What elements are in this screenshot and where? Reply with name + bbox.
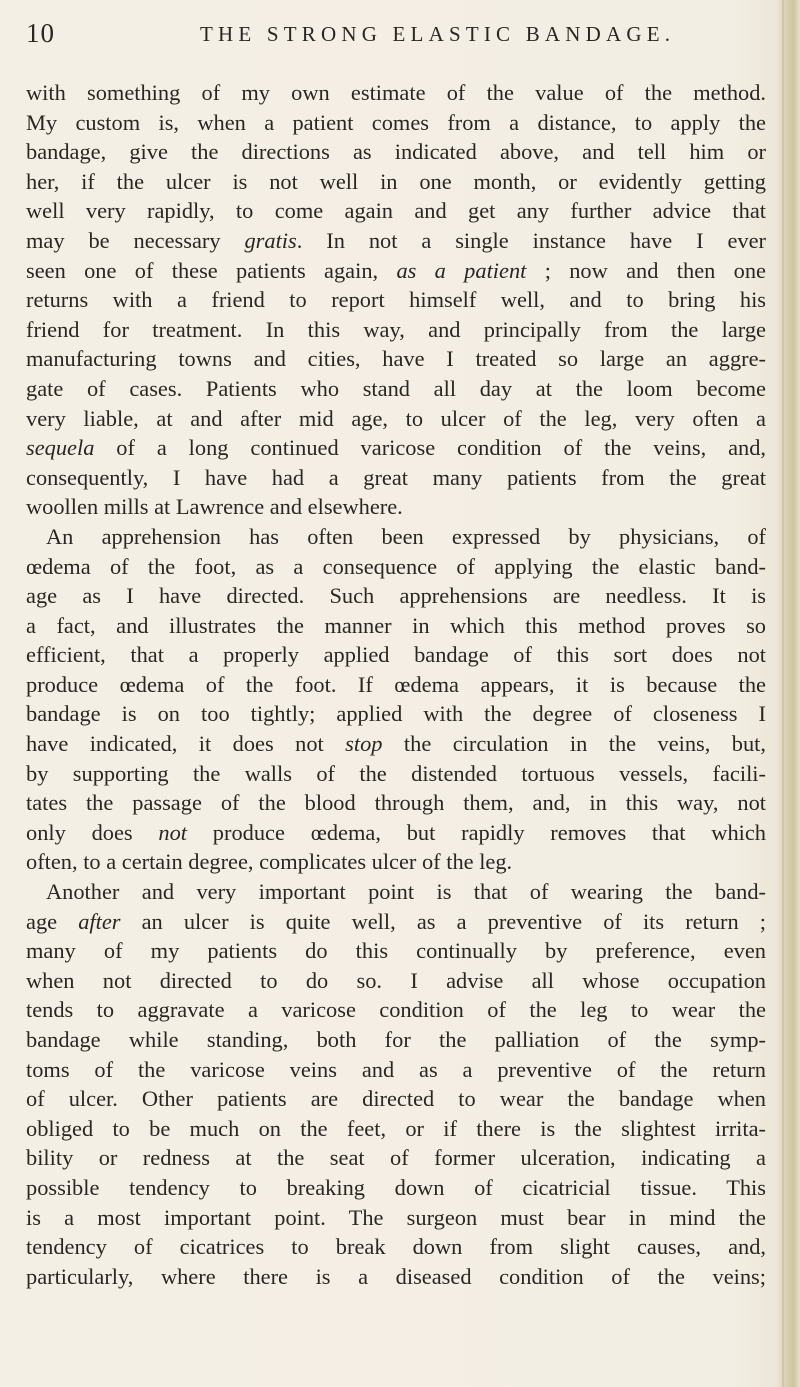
text-line: bandage, give the directions as indicated above, and tell him or bbox=[26, 139, 766, 165]
italic-emphasis: as a patient bbox=[396, 257, 527, 283]
text-line: œdema of the foot, as a consequence of applying the elastic band- bbox=[26, 553, 766, 579]
italic-emphasis: not bbox=[158, 819, 188, 845]
text-line: tendency of cicatrices to break down from slight causes, and, bbox=[26, 1234, 766, 1260]
italic-emphasis: sequela bbox=[26, 435, 95, 461]
text-line: of ulcer. Other patients are directed to wear the bandage when bbox=[26, 1086, 766, 1112]
text-line: age as I have directed. Such apprehensions are needless. It is bbox=[26, 583, 766, 609]
text-line: very liable, at and after mid age, to ulcer of the leg, very often a bbox=[26, 405, 766, 431]
italic-emphasis: stop bbox=[345, 731, 383, 757]
page-edge bbox=[778, 0, 800, 1387]
text-line: only does not produce œdema, but rapidly removes that which bbox=[26, 819, 767, 845]
text-line: bandage while standing, both for the palliation of the symp- bbox=[26, 1027, 766, 1052]
text-line: efficient, that a properly applied bandage of this sort does not bbox=[26, 642, 766, 668]
text-line: tates the passage of the blood through them, and, in this way, not bbox=[26, 790, 766, 816]
text-line: often, to a certain degree, complicates ulcer of the leg. bbox=[26, 849, 513, 875]
text-line: manufacturing towns and cities, have I treated so large an aggre- bbox=[26, 346, 766, 372]
running-head: THE STRONG ELASTIC BANDAGE. bbox=[200, 22, 676, 46]
page-number: 10 bbox=[26, 18, 55, 48]
text-line: bility or redness at the seat of former ulceration, indicating a bbox=[26, 1145, 766, 1171]
text-line: gate of cases. Patients who stand all day at the loom become bbox=[26, 375, 766, 401]
text-line: particularly, where there is a diseased condition of the veins; bbox=[26, 1263, 766, 1289]
text-line: woollen mills at Lawrence and elsewhere. bbox=[26, 494, 403, 520]
text-line: consequently, I have had a great many patients from the great bbox=[26, 464, 766, 490]
text-line: returns with a friend to report himself well, and to bring his bbox=[26, 287, 766, 313]
text-line: Another and very important point is that of wearing the band- bbox=[46, 879, 766, 905]
text-line: is a most important point. The surgeon must bear in mind the bbox=[26, 1204, 766, 1230]
text-line: have indicated, it does not stop the circulation in the veins, but, bbox=[26, 731, 766, 757]
text-line: age after an ulcer is quite well, as a preventive of its return ; bbox=[26, 908, 767, 934]
text-line: friend for treatment. In this way, and principally from the large bbox=[26, 316, 766, 342]
text-line: many of my patients do this continually by preference, even bbox=[26, 938, 766, 964]
text-line: produce œdema of the foot. If œdema appears, it is because the bbox=[26, 671, 766, 697]
text-line: may be necessary gratis. In not a single instance have I ever bbox=[26, 227, 766, 253]
text-line: possible tendency to breaking down of cicatricial tissue. This bbox=[26, 1174, 766, 1200]
italic-emphasis: gratis bbox=[244, 227, 297, 253]
text-line: well very rapidly, to come again and get any further advice that bbox=[26, 198, 766, 224]
italic-emphasis: after bbox=[78, 908, 121, 934]
text-line: An apprehension has often been expressed by physicians, of bbox=[46, 523, 766, 549]
text-line: My custom is, when a patient comes from a distance, to apply the bbox=[26, 109, 766, 135]
text-line: by supporting the walls of the distended tortuous vessels, facili- bbox=[26, 760, 766, 786]
text-line: tends to aggravate a varicose condition of the leg to wear the bbox=[26, 997, 766, 1023]
text-line: her, if the ulcer is not well in one month, or evidently getting bbox=[26, 168, 766, 194]
text-line: seen one of these patients again, as a patient ; now and then one bbox=[26, 257, 766, 283]
body-text bbox=[26, 78, 766, 1291]
text-line: a fact, and illustrates the manner in which this method proves so bbox=[26, 612, 766, 638]
text-line: sequela of a long continued varicose condition of the veins, and, bbox=[26, 435, 766, 461]
text-line: bandage is on too tightly; applied with the degree of closeness I bbox=[26, 701, 766, 727]
text-line: with something of my own estimate of the value of the method. bbox=[26, 80, 766, 105]
text-line: when not directed to do so. I advise all whose occupation bbox=[26, 967, 766, 993]
text-line: toms of the varicose veins and as a preventive of the return bbox=[26, 1056, 766, 1082]
text-line: obliged to be much on the feet, or if there is the slightest irrita- bbox=[26, 1115, 766, 1141]
